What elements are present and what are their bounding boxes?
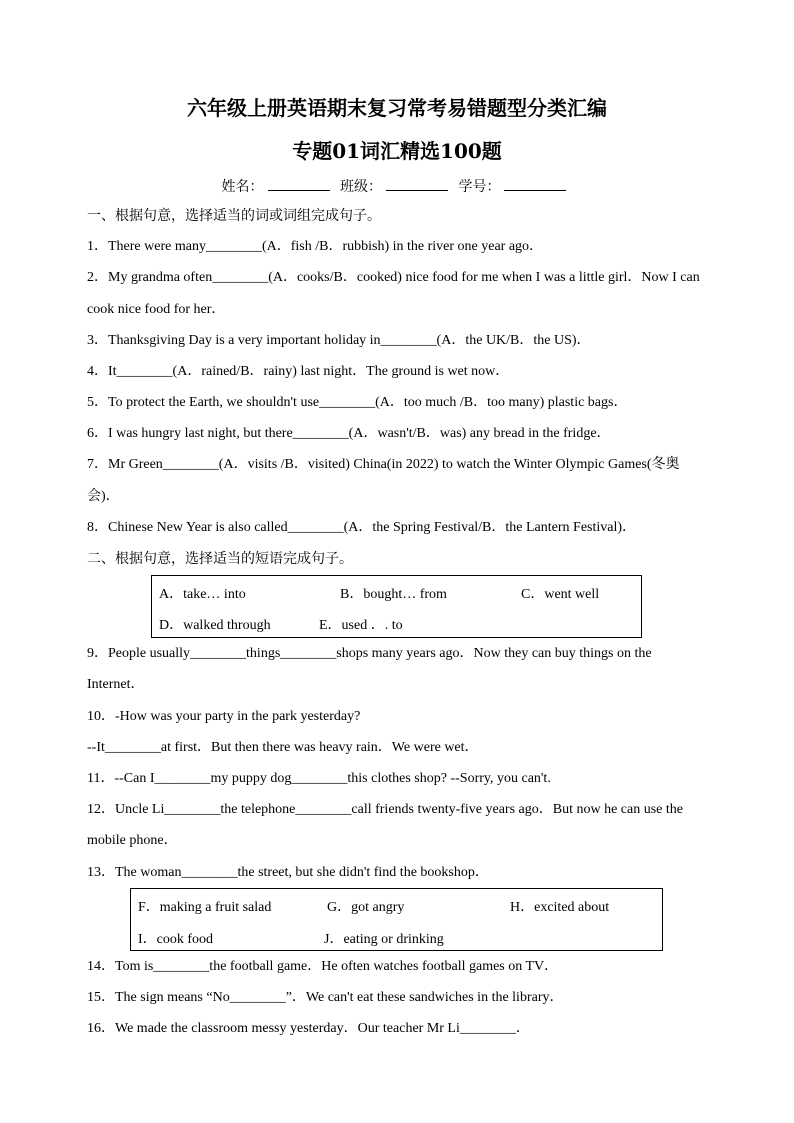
class-label: 班级： <box>340 179 382 195</box>
option-item: I．cook food <box>138 932 214 947</box>
student-info <box>0 176 794 196</box>
question-line: 10．-How was your party in the park yesterday? <box>87 709 361 724</box>
id-label: 学号： <box>458 179 501 195</box>
question-line: 2．My grandma often________(A．cooks/B．cooked) nice food for me when I was a little girl．Now I can <box>87 270 700 285</box>
option-item: A．take… into <box>159 587 246 602</box>
question-line: 9．People usually________things________shops many years ago．Now they can buy things on the <box>87 646 652 661</box>
question-line: 8．Chinese New Year is also called________(A．the Spring Festival/B．the Lantern Festival)． <box>87 520 637 535</box>
question-line: 11．--Can I________my puppy dog________this clothes shop? --Sorry, you can't. <box>87 771 551 786</box>
name-blank[interactable] <box>268 178 330 191</box>
question-line: 13．The woman________the street, but she didn't find the bookshop． <box>87 865 489 880</box>
question-line: 5．To protect the Earth, we shouldn't use________(A．too much /B．too many) plastic bags． <box>87 395 628 410</box>
question-line: 15．The sign means “No________”．We can't eat these sandwiches in the library． <box>87 990 564 1005</box>
question-line: 4．It________(A．rained/B．rainy) last night．The ground is wet now． <box>87 364 510 379</box>
page-title: 六年级上册英语期末复习常考易错题型分类汇编 <box>187 96 607 120</box>
option-item: H．excited about <box>510 900 610 915</box>
question-line: 1．There were many________(A．fish /B．rubbish) in the river one year ago． <box>87 239 544 254</box>
question-line: 14．Tom is________the football game．He often watches football games on TV． <box>87 959 559 974</box>
question-line: mobile phone． <box>87 833 178 848</box>
section-heading: 二、根据句意，选择适当的短语完成句子。 <box>87 551 353 567</box>
question-line: cook nice food for her． <box>87 302 226 317</box>
question-line: 6．I was hungry last night, but there________(A．wasn't/B．was) any bread in the fridge． <box>87 426 611 441</box>
id-blank[interactable] <box>504 178 566 191</box>
question-line: 会)． <box>87 489 120 504</box>
option-item: D．walked through <box>159 618 271 633</box>
option-item: E．used ．. to <box>319 618 403 633</box>
options-box <box>130 888 663 951</box>
option-item: B．bought… from <box>340 587 447 602</box>
question-line: 12．Uncle Li________the telephone________call friends twenty-five years ago．But now he can use the <box>87 802 684 817</box>
option-item: G．got angry <box>327 900 405 915</box>
question-line: Internet． <box>87 677 145 692</box>
question-line: 7．Mr Green________(A．visits /B．visited) China(in 2022) to watch the Winter Olympic Games(冬奥 <box>87 457 680 472</box>
options-box <box>151 575 642 638</box>
option-item: F．making a fruit salad <box>138 900 272 915</box>
question-line: 16．We made the classroom messy yesterday．Our teacher Mr Li________． <box>87 1021 530 1036</box>
page-subtitle: 专题01词汇精选100题 <box>292 139 502 163</box>
question-line: --It________at first．But then there was heavy rain．We were wet． <box>87 740 479 755</box>
section-heading: 一、根据句意，选择适当的词或词组完成句子。 <box>87 208 381 224</box>
option-item: J．eating or drinking <box>324 932 444 947</box>
name-label: 姓名： <box>221 179 264 195</box>
question-line: 3．Thanksgiving Day is a very important holiday in________(A．the UK/B．the US)． <box>87 333 591 348</box>
class-blank[interactable] <box>386 178 448 191</box>
option-item: C．went well <box>521 587 600 602</box>
